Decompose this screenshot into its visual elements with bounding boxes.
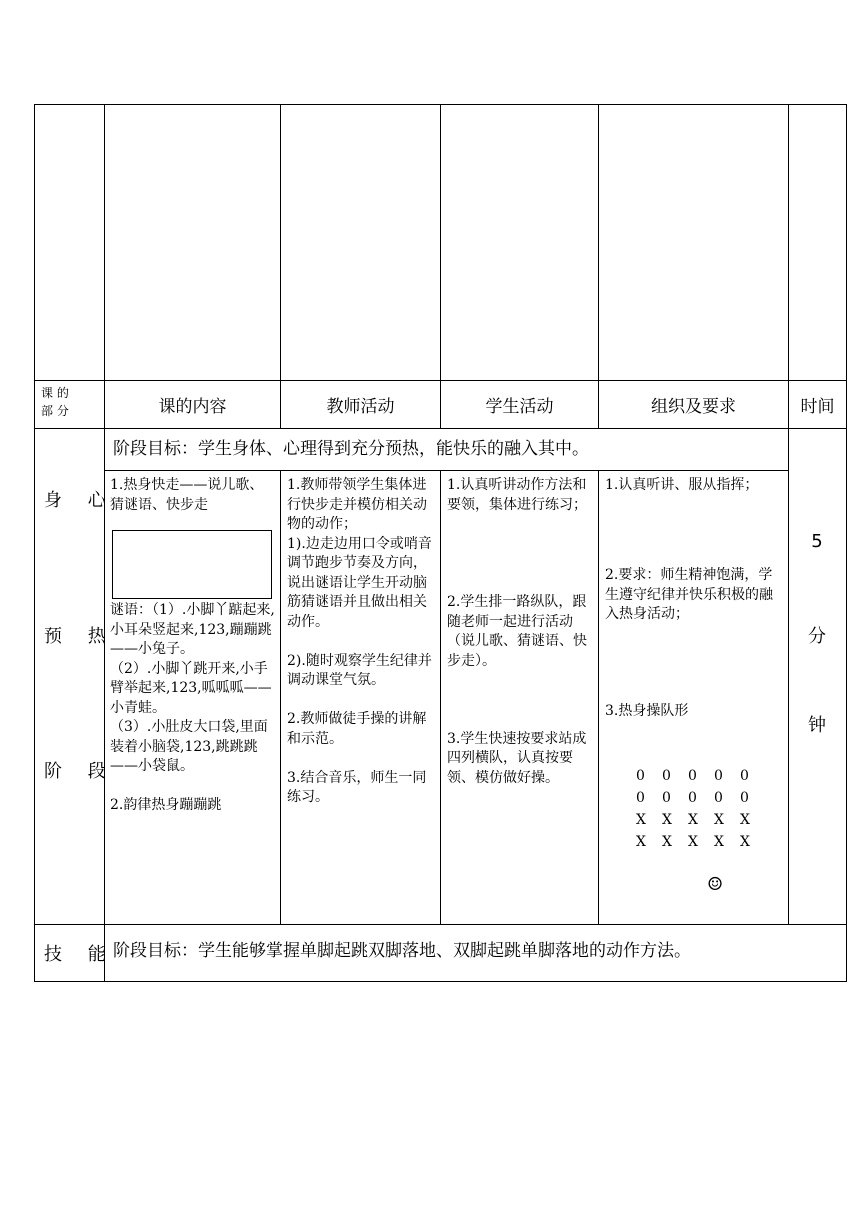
formation-cell: 0 bbox=[714, 790, 723, 806]
formation-cell: 0 bbox=[688, 790, 697, 806]
header-content: 课的内容 bbox=[158, 397, 227, 417]
section1-label-a: 身 心 bbox=[44, 490, 116, 511]
formation-row bbox=[636, 812, 776, 834]
formation-cell: 0 bbox=[636, 768, 645, 784]
section1-label-c: 阶 段 bbox=[44, 761, 116, 782]
formation-cell: X bbox=[636, 834, 646, 850]
table-border-right bbox=[846, 104, 847, 982]
formation-cell: 0 bbox=[688, 768, 697, 784]
section1-bottom bbox=[34, 924, 846, 925]
teacher-position-icon: ☺ bbox=[707, 874, 724, 895]
formation-cell: 0 bbox=[662, 768, 671, 784]
header-student: 学生活动 bbox=[485, 397, 554, 417]
header-row-bottom bbox=[34, 428, 846, 429]
formation-cell: X bbox=[662, 812, 672, 828]
formation-cell: X bbox=[662, 834, 672, 850]
formation-cell: X bbox=[740, 834, 750, 850]
table-border-bottom bbox=[34, 981, 846, 982]
formation-cell: X bbox=[688, 812, 698, 828]
formation-cell: 0 bbox=[636, 790, 645, 806]
content-image-placeholder bbox=[112, 530, 272, 599]
section1-time-1: 5 bbox=[811, 531, 823, 552]
header-time: 时间 bbox=[800, 397, 835, 417]
section1-label-b: 预 热 bbox=[44, 626, 116, 647]
section1-org-2: 2.要求：师生精神饱满，学生遵守纪律并快乐积极的融入热身活动； bbox=[605, 567, 773, 622]
formation-cell: X bbox=[714, 834, 724, 850]
section1-goal: 阶段目标：学生身体、心理得到充分预热，能快乐的融入其中。 bbox=[113, 439, 589, 459]
section1-org-1: 1.认真听讲、服从指挥； bbox=[605, 477, 759, 493]
section1-content-top: 1.热身快走——说儿歌、猜谜语、快步走 bbox=[110, 477, 264, 513]
section1-time-3: 钟 bbox=[808, 715, 826, 736]
formation-row bbox=[636, 834, 776, 856]
section1-org-3: 3.热身操队形 bbox=[605, 703, 689, 719]
header-org: 组织及要求 bbox=[651, 397, 736, 417]
header-part: 课 的 部 分 bbox=[41, 386, 69, 418]
header-teacher: 教师活动 bbox=[326, 397, 395, 417]
formation-cell: X bbox=[740, 812, 750, 828]
section2-goal: 阶段目标：学生能够掌握单脚起跳双脚落地、双脚起跳单脚落地的动作方法。 bbox=[113, 941, 691, 961]
formation-cell: 0 bbox=[740, 790, 749, 806]
section1-content-bottom: 谜语：（1）.小脚丫踮起来,小耳朵竖起来,123,蹦蹦跳——小兔子。 （2）.小脚丫跳开来,小手臂举起来,123,呱呱呱——小青蛙。 （3）.小肚皮大口袋,里面装着小脑袋,123,跳跳跳——小袋鼠。 2.韵律热身蹦蹦跳 bbox=[110, 602, 275, 813]
section1-teacher: 1.教师带领学生集体进行快步走并模仿相关动物的动作； 1).边走边用口令或哨音调节跑步节奏及方向，说出谜语让学生开动脑筋猜谜语并且做出相关动作。 2).随时观察学生纪律并调动课堂气氛。 2.教师做徒手操的讲解和示范。 3.结合音乐，师生一同练习。 bbox=[287, 477, 432, 805]
formation-cell: X bbox=[688, 834, 698, 850]
col-divider-1 bbox=[104, 104, 105, 982]
col-divider-4-top bbox=[598, 104, 599, 428]
goal-row-bottom bbox=[104, 470, 788, 471]
section2-label: 技 能 bbox=[44, 944, 116, 965]
col-divider-4-bottom bbox=[598, 470, 599, 924]
col-divider-5 bbox=[788, 104, 789, 924]
formation-grid bbox=[636, 768, 776, 856]
table-border-left bbox=[34, 104, 35, 982]
formation-row bbox=[636, 790, 776, 812]
col-divider-3-bottom bbox=[440, 470, 441, 924]
formation-cell: X bbox=[636, 812, 646, 828]
section1-time-2: 分 bbox=[808, 626, 826, 647]
col-divider-3-top bbox=[440, 104, 441, 428]
formation-cell: X bbox=[714, 812, 724, 828]
section1-student: 1.认真听讲动作方法和要领，集体进行练习； 2.学生排一路纵队，跟随老师一起进行活动（说儿歌、猜谜语、快步走）。 3.学生快速按要求站成四列横队，认真按要领、模仿做好操。 bbox=[447, 477, 587, 786]
col-divider-2-bottom bbox=[280, 470, 281, 924]
formation-row bbox=[636, 768, 776, 790]
formation-cell: 0 bbox=[740, 768, 749, 784]
formation-cell: 0 bbox=[714, 768, 723, 784]
formation-cell: 0 bbox=[662, 790, 671, 806]
col-divider-2-top bbox=[280, 104, 281, 428]
